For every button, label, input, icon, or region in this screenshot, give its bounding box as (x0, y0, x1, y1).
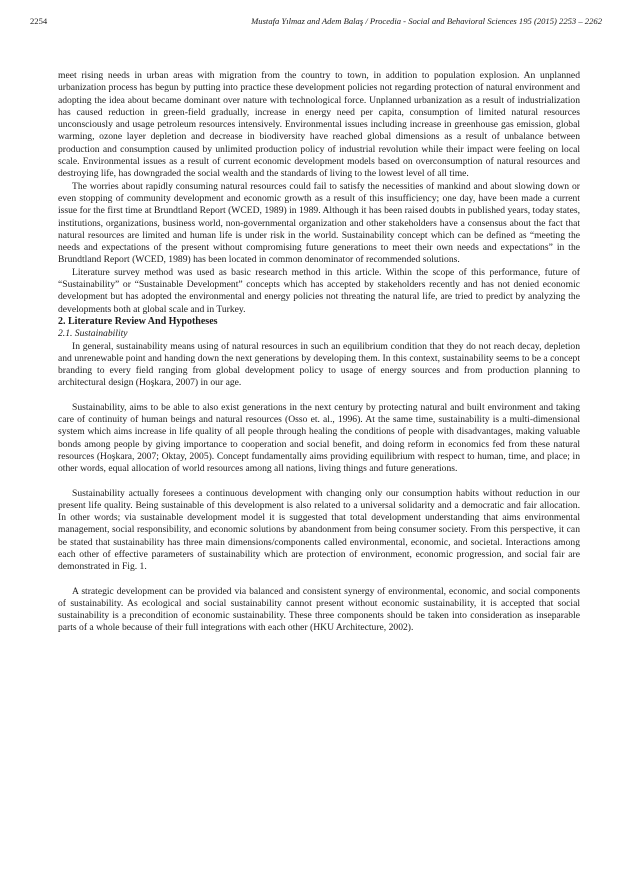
body-paragraph: A strategic development can be provided via balanced and consistent synergy of environmental, economic, and social components of sustainability. As ecological and social sustainability cannot present without economic sustainability, it is accepted that social sustainability is a precondition of economic sustainability. These three components should be taken into consideration as inseparable parts of a whole because of their full integrations with each other (HKU Architecture, 2002). (58, 585, 580, 634)
body-paragraph: Literature survey method was used as basic research method in this article. Within the scope of this performance, future of “Sustainability” or “Sustainable Development” concepts which has accepted by stakeholders recently and has not denied economic development but has adopted the environmental and energy policies not threating the natural life, are tried to predict by analyzing the developments both at global scale and in Turkey. (58, 266, 580, 315)
section-heading: 2. Literature Review And Hypotheses (58, 315, 218, 327)
running-head: Mustafa Yılmaz and Adem Balaş / Procedia - Social and Behavioral Sciences 195 (2015) 2253 – 2262 (251, 16, 602, 26)
article-body (58, 70, 580, 635)
page-number: 2254 (30, 16, 48, 26)
body-paragraph: Sustainability actually foresees a continuous development with changing only our consumption habits without reduction in our present life quality. Being sustainable of this development is also related to a universal solidarity and a democratic and fair allocation. In other words; via sustainable development model it is suggested that total development understanding that aims environmental management, social responsibility, and economic solutions by abandonment from being consumer society. From this perspective, it can be stated that sustainability has three main dimensions/components called environmental, economic, and societal. Interactions among each other of effective parameters of sustainability which are protection of environment, economic progression, and social fair are demonstrated in Fig. 1. (58, 487, 580, 573)
body-paragraph: meet rising needs in urban areas with migration from the country to town, in addition to population explosion. An unplanned urbanization process has begun by putting into practice these development policies not regarding protection of natural environment and adopting the idea about became dominant over nature with technological force. Unplanned urbanization as a result of industrialization has caused reduction in green-field gradually, increase in energy need per capita, consumption of limited natural resources unconsciously and usage petroleum resources intensively. Environmental issues including increase in greenhouse gas emission, global warming, ozone layer depletion and decrease in biodiversity have reached global dimensions as a result of unbalance between production and consumption caused by unlimited production policy of industrial revolution while their impact were feeling on local scale. Environmental issues as a result of current economic development models based on overconsumption of natural resources and destroying life, has downgraded the social wealth and the standards of living to the lowest level of all time. (58, 70, 580, 180)
page-header (30, 16, 602, 30)
subsection-heading: 2.1. Sustainability (58, 328, 128, 340)
body-paragraph: Sustainability, aims to be able to also exist generations in the next century by protecting natural and built environment and taking care of continuity of human beings and natural resources (Osso et. al., 1996). At the same time, sustainability is a multi-dimensional system which aims increase in life quality of all people through healing the conditions of people with disadvantages, making valuable bonds among people by giving importance to cooperation and social benefit, and doing reform in economics fed from these natural resources (Hoşkara, 2007; Oktay, 2005). Concept fundamentally aims providing equilibrium with respect to human, time, and place; in other words, equal allocation of world resources among all nations, living things and future generations. (58, 401, 580, 475)
body-paragraph: The worries about rapidly consuming natural resources could fail to satisfy the necessities of mankind and about slowing down or even stopping of community development and economic growth as a result of this insufficiency; one day, have been made a current issue for the first time at Brundtland Report (WCED, 1989) in 1989. Although it has been raised doubts in published years, today states, institutions, organizations, business world, non-governmental organization and other stakeholders have a consensus about the fact that natural resources are limited and human life is under risk in the world. Sustainability concept which can be defined as “meeting the needs and expectations of the present without compromising future generations to meet their own needs and expectations” in the Brundtland Report (WCED, 1989) has been located in common denominator of recommended solutions. (58, 180, 580, 266)
body-paragraph: In general, sustainability means using of natural resources in such an equilibrium condition that they do not reach decay, depletion and unrenewable point and handing down the next generations by developing them. In this context, sustainability seems to be a concept branding to every field ranging from global development policy to usage of energy sources and from production planning to architectural design (Hoşkara, 2007) in our age. (58, 340, 580, 389)
